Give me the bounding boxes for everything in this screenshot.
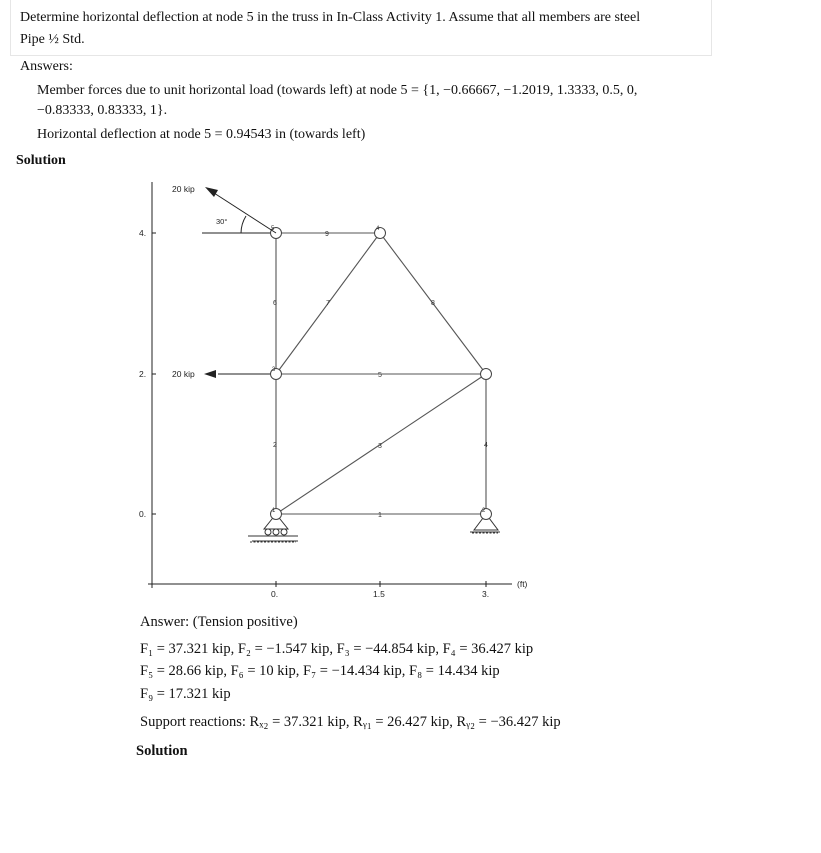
node-label-4: 4 [376,226,380,232]
y-tick-4: 4. [139,228,147,238]
node-label-1: 1 [272,508,276,514]
load-label-top: 20 kip [172,184,195,194]
load-label-mid: 20 kip [172,369,195,379]
support-reactions: Support reactions: Rₓ₂ = 37.321 kip, Rᵧ₁ = 26.427 kip, Rᵧ₂ = −36.427 kip [140,714,561,730]
y-tick-2: 2. [139,369,147,379]
deflection-answer: Horizontal deflection at node 5 = 0.94543 in (towards left) [37,127,366,142]
solution-heading-1: Solution [16,153,66,168]
member-label-7: 7 [326,300,330,307]
node-label-2: 2 [482,508,486,514]
member-label-6: 6 [273,300,277,307]
x-tick-1-5: 1.5 [373,589,385,599]
problem-line-1: Determine horizontal deflection at node 5 in the truss in In-Class Activity 1. Assume that all members are steel [20,10,641,25]
member-label-4: 4 [484,442,488,449]
answer-line-2: F₅ = 28.66 kip, F₆ = 10 kip, F₇ = −14.434 kip, F₈ = 14.434 kip [140,663,500,679]
x-tick-0: 0. [271,589,279,599]
member-label-9: 9 [325,231,329,238]
x-unit: (ft) [517,579,528,589]
member-label-2: 2 [273,442,277,449]
node-label-3: 3 [272,367,276,373]
x-tick-3: 3. [482,589,490,599]
node-label-5: 5 [271,226,275,232]
y-tick-0: 0. [139,509,147,519]
angle-label: 30° [216,217,228,226]
solution-heading-2: Solution [136,743,188,759]
answer-line-3: F₉ = 17.321 kip [140,686,231,702]
load-arrow-top [214,193,276,233]
angle-arc [241,216,246,233]
forces-line-1: Member forces due to unit horizontal load (towards left) at node 5 = {1, −0.66667, −1.2019, 1.3333, 0.5, 0, [37,83,638,98]
forces-line-2: −0.83333, 0.83333, 1}. [37,103,168,118]
member-label-8: 8 [431,300,435,307]
answer-heading: Answer: (Tension positive) [140,614,298,630]
answers-heading: Answers: [20,59,73,74]
member-label-1: 1 [378,512,382,519]
member-label-5: 5 [378,372,382,379]
problem-line-2: Pipe ½ Std. [20,32,85,47]
answer-line-1: F₁ = 37.321 kip, F₂ = −1.547 kip, F₃ = −44.854 kip, F₄ = 36.427 kip [140,641,534,657]
member-label-3: 3 [378,443,382,450]
node-4 [481,369,492,380]
